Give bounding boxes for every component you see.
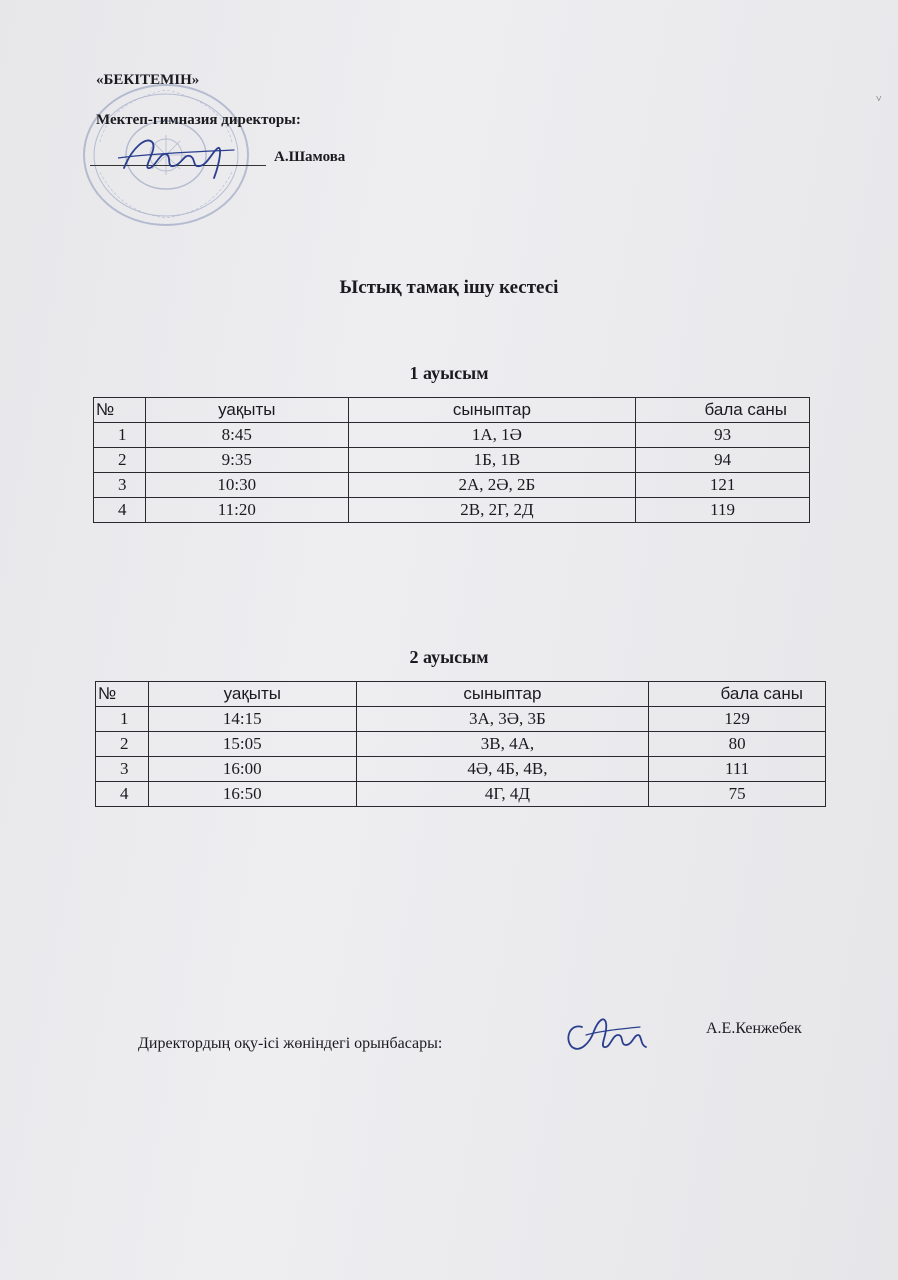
table-row xyxy=(94,498,810,523)
header-time: уақыты xyxy=(148,682,356,707)
row-classes: 2А, 2Ә, 2Б xyxy=(348,473,636,498)
row-time: 11:20 xyxy=(145,498,348,523)
row-classes: 1Б, 1В xyxy=(348,448,636,473)
shift-2-title: 2 ауысым xyxy=(409,647,489,667)
row-count: 75 xyxy=(649,782,826,807)
row-classes: 3В, 4А, xyxy=(356,732,649,757)
row-classes: 2В, 2Г, 2Д xyxy=(348,498,636,523)
row-time: 8:45 xyxy=(145,423,348,448)
table-header-row xyxy=(96,682,826,707)
row-classes: 4Г, 4Д xyxy=(356,782,649,807)
row-time: 9:35 xyxy=(145,448,348,473)
row-number: 2 xyxy=(94,448,146,473)
shift-1-table xyxy=(93,397,810,523)
row-number: 4 xyxy=(96,782,149,807)
table-row xyxy=(94,448,810,473)
header-time: уақыты xyxy=(145,398,348,423)
header-number: № xyxy=(94,398,146,423)
shift-1-title: 1 ауысым xyxy=(409,363,489,383)
row-number: 1 xyxy=(94,423,146,448)
row-classes: 3А, 3Ә, 3Б xyxy=(356,707,649,732)
row-number: 3 xyxy=(94,473,146,498)
director-label: Мектеп-гимназия директоры: xyxy=(96,112,301,128)
row-time: 16:00 xyxy=(148,757,356,782)
approval-heading: «БЕКІТЕМІН» xyxy=(96,72,200,88)
table-row xyxy=(96,757,826,782)
table-row xyxy=(96,782,826,807)
table-row xyxy=(94,423,810,448)
row-number: 4 xyxy=(94,498,146,523)
row-time: 15:05 xyxy=(148,732,356,757)
header-classes: сыныптар xyxy=(348,398,636,423)
row-time: 14:15 xyxy=(148,707,356,732)
header-children-count: бала саны xyxy=(636,398,810,423)
row-count: 94 xyxy=(636,448,810,473)
row-count: 80 xyxy=(649,732,826,757)
row-count: 111 xyxy=(649,757,826,782)
row-number: 2 xyxy=(96,732,149,757)
row-count: 121 xyxy=(636,473,810,498)
table-row xyxy=(96,707,826,732)
header-classes: сыныптар xyxy=(356,682,649,707)
deputy-director-name: А.Е.Кенжебек xyxy=(706,1020,802,1037)
header-children-count: бала саны xyxy=(649,682,826,707)
table-row xyxy=(94,473,810,498)
row-count: 119 xyxy=(636,498,810,523)
row-number: 1 xyxy=(96,707,149,732)
director-name: А.Шамова xyxy=(274,149,346,165)
table-row xyxy=(96,732,826,757)
deputy-handwritten-signature xyxy=(560,1005,656,1061)
header-number: № xyxy=(96,682,149,707)
row-time: 16:50 xyxy=(148,782,356,807)
deputy-director-label: Директордың оқу-ісі жөніндегі орынбасары: xyxy=(138,1035,443,1052)
row-count: 93 xyxy=(636,423,810,448)
row-count: 129 xyxy=(649,707,826,732)
document-title: Ыстық тамақ ішу кестесі xyxy=(339,277,559,298)
row-number: 3 xyxy=(96,757,149,782)
shift-2-table xyxy=(95,681,826,807)
director-handwritten-signature xyxy=(118,128,238,184)
corner-mark: ˅ xyxy=(876,94,882,105)
row-classes: 4Ә, 4Б, 4В, xyxy=(356,757,649,782)
row-classes: 1А, 1Ә xyxy=(348,423,636,448)
table-header-row xyxy=(94,398,810,423)
row-time: 10:30 xyxy=(145,473,348,498)
